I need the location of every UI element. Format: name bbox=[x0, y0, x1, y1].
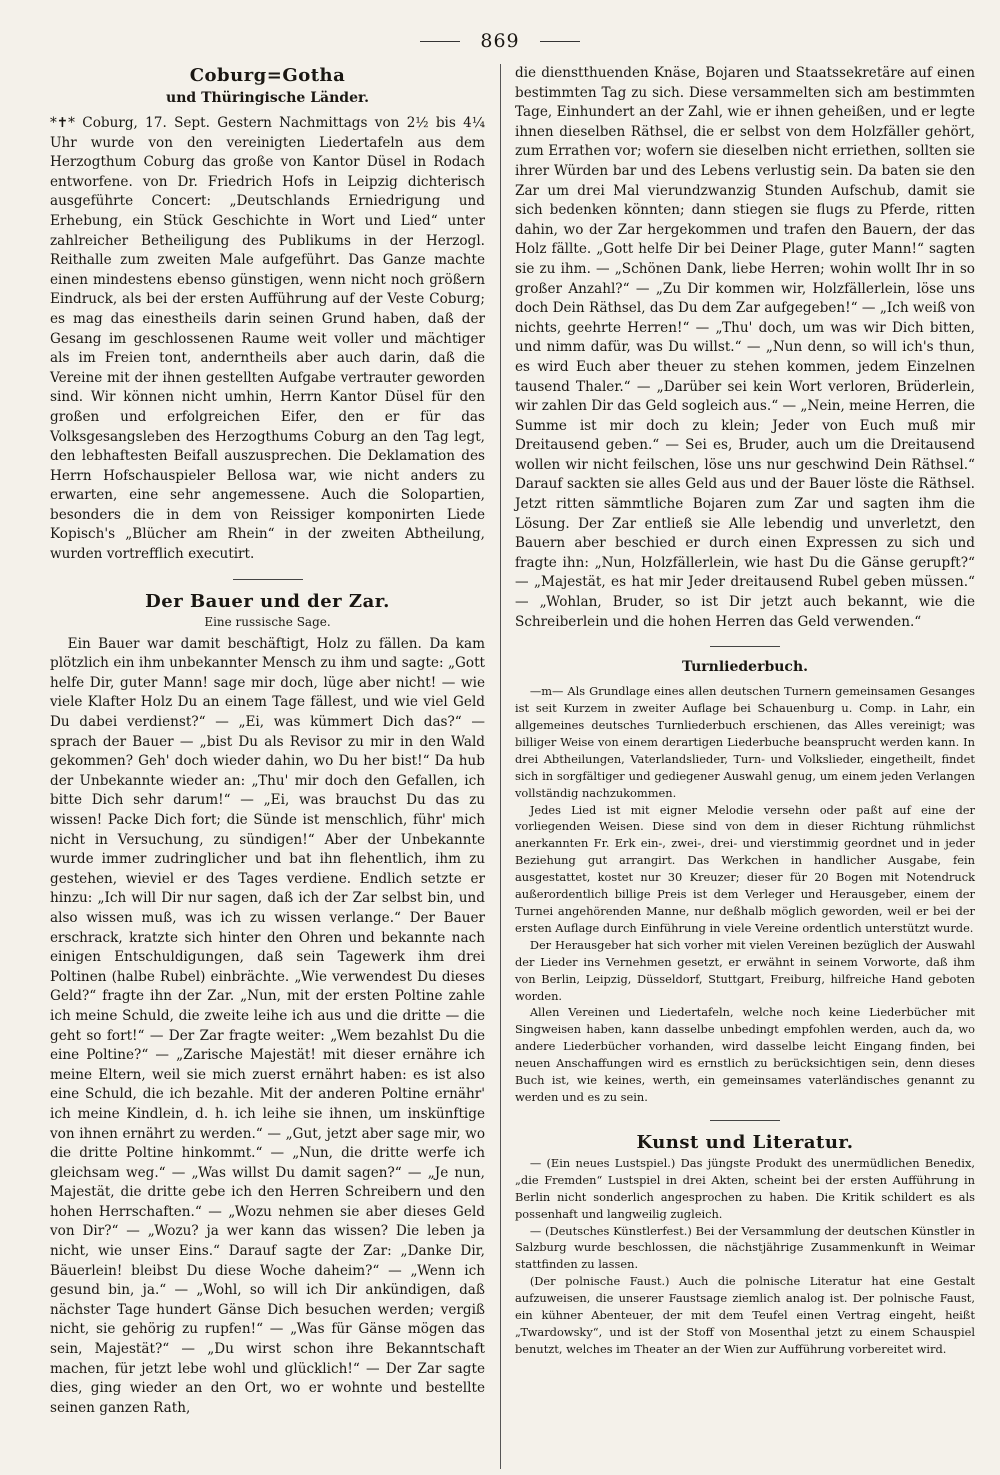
article-divider bbox=[233, 579, 303, 580]
article-divider bbox=[710, 1120, 780, 1121]
page-number: 869 bbox=[480, 30, 520, 52]
kunst-literatur-article bbox=[515, 1155, 975, 1358]
kunst-literatur-title: Kunst und Literatur. bbox=[636, 1131, 854, 1153]
right-column bbox=[515, 64, 975, 1358]
story-subtitle: Eine russische Sage. bbox=[204, 614, 331, 629]
kunst-paragraph: (Der polnische Faust.) Auch die polnische Literatur hat eine Gestalt aufzuweisen, die unserer Faustsage ziemlich analog ist. Der polnische Faust, ein kühner Abenteuer, der mit dem Teufel einen Vertrag eingeht, heißt „Twardowsky“, und ist der Stoff von Mosenthal jetzt zu einem Schauspiel benutzt, welches im Theater an der Wien zur Aufführung vorbereitet wird. bbox=[515, 1274, 975, 1356]
story-title: Der Bauer und der Zar. bbox=[145, 590, 390, 612]
kunst-paragraph: — (Ein neues Lustspiel.) Das jüngste Produkt des unermüdlichen Benedix, „die Fremden“ Lustspiel in drei Akten, scheint bei der ersten Aufführung in Berlin nicht sonderlich angesprochen zu haben. Die Kritik schildert es als possenhaft und langweilig zugleich. bbox=[515, 1155, 975, 1221]
column-divider bbox=[500, 64, 501, 1469]
turnliederbuch-title: Turnliederbuch. bbox=[681, 659, 809, 676]
turnliederbuch-paragraph: Jedes Lied ist mit eigner Melodie versehn oder paßt auf eine der vorliegenden Weisen. Diese sind von dem in dieser Richtung rühmlichst anerkannten Fr. Erk ein-, zwei-, drei- und vierstimmig geordnet und in jeder Beziehung gut arrangirt. Das Werkchen in handlicher Ausgabe, fein ausgestattet, kostet nur 30 Kreuzer; dieser für 20 Bogen mit Notendruck außerordentlich billige Preis ist dem Verleger und Herausgeber, einem der Turnei angehörenden Manne, nur deßhalb möglich geworden, weil er bei der ersten Auflage durch Einführung in viele Vereine ordentlich unterstützt wurde. bbox=[515, 802, 975, 935]
story-continuation: die dienstthuenden Knäse, Bojaren und Staatssekretäre auf einen bestimmten Tag zu sich. Diese versammelten sich am bestimmten Tage, Einhundert an der Zahl, wie er ihnen geheißen, und er legte ihnen dieselben Räthsel, die er selbst von dem Holzfäller gehört, zum Errathen vor; wofern sie dieselben nicht erriethen, sollten sie ihrer Würden bar und des Lebens verlustig sein. Da baten sie den Zar um drei Mal vierundzwanzig Stunden Aufschub, damit sie sich bedenken könnten; dann stiegen sie flugs zu Pferde, ritten dahin, wo der Zar hergekommen und trafen den Bauern, der das Holz fällte. „Gott helfe Dir bei Deiner Plage, guter Mann!“ sagten sie zu ihm. — „Schönen Dank, liebe Herren; wohin wollt Ihr in so großer Anzahl?“ — „Zu Dir kommen wir, Holzfällerlein, löse uns doch Dein Räthsel, das Du dem Zar aufgegeben!“ — „Ich weiß von nichts, geehrte Herren!“ — „Thu' doch, um was wir Dich bitten, und nimm dafür, was Du willst.“ — „Nun denn, so will ich's thun, es wird Euch aber theuer zu stehen kommen, jedem Einzelnen tausend Thaler.“ — „Darüber sei kein Wort verloren, Brüderlein, wir zahlen Dir das Geld sogleich aus.“ — „Nein, meine Herren, die Summe ist mir doch zu klein; Jeder von Euch muß mir Dreitausend geben.“ — Sei es, Bruder, auch um die Dreitausend wollen wir nicht feilschen, löse uns nur geschwind Dein Räthsel.“ Darauf sackten sie alles Geld aus und der Bauer löste die Räthsel. Jetzt ritten sämmtliche Bojaren zum Zar und sagten ihm die Lösung. Der Zar entließ sie Alle lebendig und unverletzt, den Bauern aber beschied er durch einen Expressen zu sich und fragte ihn: „Nun, Holzfällerlein, wie hast Du die Gänse gerupft?“ — „Majestät, es hat mir Jeder dreitausend Rubel geben müssen.“ — „Wohlan, Bruder, so ist Dir jetzt auch bekannt, wie die Schreiberlein und die hohen Herren das Geld verwenden.“ bbox=[515, 65, 975, 630]
turnliederbuch-paragraph: —m— Als Grundlage eines allen deutschen Turnern gemeinsamen Gesanges ist seit Kurzem in zweiter Auflage bei Schauenburg u. Comp. in Lahr, ein allgemeines deutsches Turnliederbuch erschienen, das Alles vereinigt; was billiger Weise von einem derartigen Liederbuche beansprucht werden kann. In drei Abtheilungen, Vaterlandslieder, Turn- und Volkslieder, eingetheilt, findet sich in sorgfältiger und gediegener Auswahl genug, um einem jeden Verlangen vollständig nachzukommen. bbox=[515, 684, 975, 800]
story-paragraph: Ein Bauer war damit beschäftigt, Holz zu fällen. Da kam plötzlich ein ihm unbekannter Mensch zu ihm und sagte: „Gott helfe Dir, guter Mann! sage mir doch, lüge aber nicht! — wie viele Klafter Holz Du an einem Tage fällest, und wie viel Geld Du dabei verdienst?“ — „Ei, was kümmert Dich das?“ — sprach der Bauer — „bist Du als Revisor zu mir in den Wald gekommen? Geh' doch wieder dahin, wo Du her bist!“ Da hub der Unbekannte wieder an: „Thu' mir doch den Gefallen, ich bitte Dich sehr darum!“ — „Ei, was brauchst Du das zu wissen! Packe Dich fort; die Sünde ist menschlich, führ' mich nicht in Versuchung, zu sündigen!“ Aber der Unbekannte wurde immer zudringlicher und bat ihn flehentlich, ihm zu gestehen, wieviel er des Tages verdiene. Endlich setzte er hinzu: „Ich will Dir nur sagen, daß ich der Zar selbst bin, und also wissen muß, was ich zu wissen verlange.“ Der Bauer erschrack, kratzte sich hinter den Ohren und bekannte nach einigen Entschuldigungen, daß sein Tagewerk ihm drei Poltinen (halbe Rubel) einbrächte. „Wie verwendest Du dieses Geld?“ fragte ihn der Zar. „Nun, mit der ersten Poltine zahle ich meine Schuld, die zweite leihe ich aus und die dritte — die geht so fort!“ — Der Zar fragte weiter: „Wem bezahlst Du die eine Poltine?“ — „Zarische Majestät! mit dieser ernähre ich meine Eltern, weil sie mich zuerst ernährt haben: es ist also eine Schuld, die ich bezahle. Mit der anderen Poltine ernähr' ich meine Kindlein, d. h. ich leihe sie ihnen, um inskünftige von ihnen ernährt zu werden.“ — „Gut, jetzt aber sage mir, wo die dritte Poltine hinkommt.“ — „Nun, die dritte werfe ich gleichsam weg.“ — „Was willst Du damit sagen?“ — „Je nun, Majestät, die dritte gebe ich den Herren Schreibern und den hohen Herrschaften.“ — „Wozu nehmen sie aber dieses Geld von Dir?“ — „Wozu? ja wer kann das wissen? Die leben ja nicht, wie unser Eins.“ Darauf sagte der Zar: „Danke Dir, Bäuerlein! bleibst Du diese Woche daheim?“ — „Wenn ich gesund bin, ja.“ — „Wohl, so will ich Dir ankündigen, daß nächster Tage hundert Gänse Dich besuchen werden; vergiß nicht, sie gehörig zu rupfen!“ — „Was für Gänse mögen das sein, Majestät?“ — „Du wirst schon ihre Bekanntschaft machen, für jetzt lebe wohl und glücklich!“ — Der Zar sagte dies, ging wieder an den Ort, wo er wohnte und bestellte seinen ganzen Rath, bbox=[50, 635, 485, 1416]
turnliederbuch-paragraph: Allen Vereinen und Liedertafeln, welche noch keine Liederbücher mit Singweisen haben, kann dasselbe unbedingt empfohlen werden, auch da, wo andere Liederbücher vorhanden, wird dasselbe leicht Eingang finden, bei neuen Anschaffungen wird es ernstlich zu berücksichtigen sein, denn dieses Buch ist, wie keines, werth, ein gemeinsames vaterländisches genannt zu werden und es zu sein. bbox=[515, 1005, 975, 1104]
coburg-article: *✝* Coburg, 17. Sept. Gestern Nachmittags von 2½ bis 4¼ Uhr wurde von den vereinigten Liedertafeln aus dem Herzogthum Coburg das große von Kantor Düsel in Rodach entworfene. von Dr. Friedrich Hofs in Leipzig dichterisch ausgeführte Concert: „Deutschlands Erniedrigung und Erhebung, ein Stück Geschichte in Wort und Lied“ unter zahlreicher Betheiligung des Publikums in der Herzogl. Reithalle zum zweiten Male aufgeführt. Das Ganze machte einen mindestens ebenso günstigen, wenn nicht noch größern Eindruck, als bei der ersten Aufführung auf der Veste Coburg; es mag das einestheils darin seinen Grund haben, daß der Gesang im geschlossenen Raume weit voller und mächtiger als im Freien tont, anderntheils aber auch darin, daß die Vereine mit der ihnen gestellten Aufgabe vertrauter geworden sind. Wir können nicht umhin, Herrn Kantor Düsel für den großen und erfolgreichen Eifer, den er für das Volksgesangsleben des Herzogthums Coburg an den Tag legt, den lebhaftesten Beifall auszusprechen. Die Deklamation des Herrn Hofschauspieler Bellosa war, wie nicht anders zu erwarten, eine sehr angemessene. Auch die Solopartien, besonders die in dem von Reissiger komponirten Liede Kopisch's „Blücher am Rhein“ in der zweiten Abtheilung, wurden vortrefflich executirt. bbox=[50, 115, 485, 563]
article-divider bbox=[710, 646, 780, 647]
turnliederbuch-article bbox=[515, 683, 975, 1106]
section-subtitle-thueringen: und Thüringische Länder. bbox=[166, 90, 369, 106]
left-column bbox=[50, 64, 485, 1418]
header-rule-left bbox=[420, 41, 460, 42]
turnliederbuch-paragraph: Der Herausgeber hat sich vorher mit vielen Vereinen bezüglich der Auswahl der Lieder ins Vernehmen gesetzt, er erwähnt in seinem Vorworte, daß ihm von Berlin, Leipzig, Düsseldorf, Stuttgart, Freiburg, hilfreiche Hand geboten worden. bbox=[515, 937, 975, 1003]
section-title-coburg: Coburg=Gotha bbox=[189, 65, 346, 86]
header-rule-right bbox=[540, 41, 580, 42]
kunst-paragraph: — (Deutsches Künstlerfest.) Bei der Versammlung der deutschen Künstler in Salzburg wurde beschlossen, die nächstjährige Zusammenkunft in Weimar stattfinden zu lassen. bbox=[515, 1223, 975, 1272]
